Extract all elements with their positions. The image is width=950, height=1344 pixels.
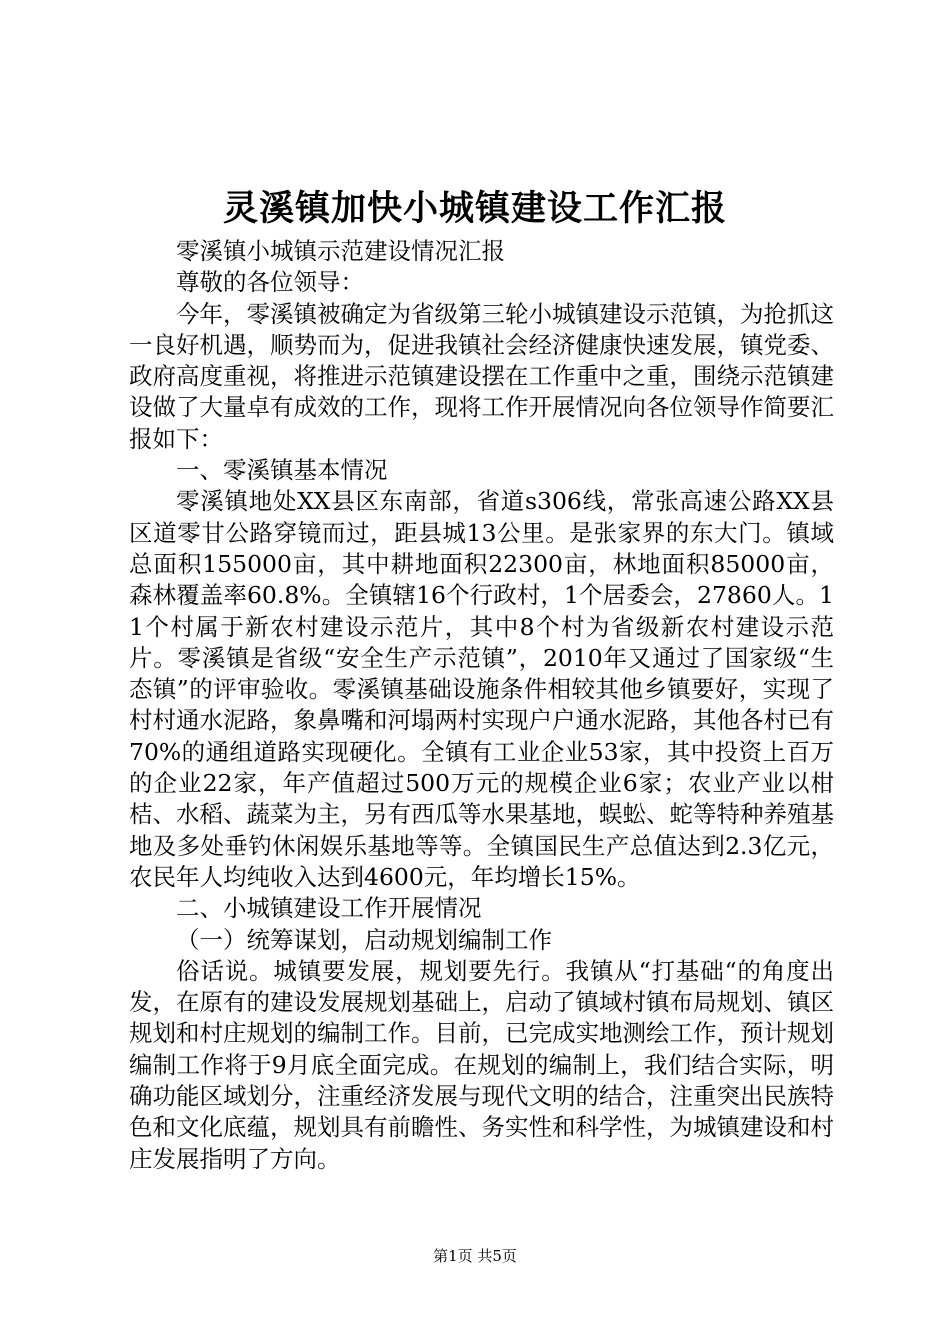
salutation-paragraph: 尊敬的各位领导： (176, 268, 364, 297)
section-heading-1: 一、零溪镇基本情况 (176, 456, 388, 485)
page-footer: 第1页 共5页 (433, 1247, 517, 1265)
planning-paragraph: 俗话说。城镇要发展，规划要先行。我镇从“打基础“的角度出发，在原有的建设发展规划基础上，启动了镇域村镇布局规划、镇区规划和村庄规划的编制工作。目前，已完成实地测绘工作，预计规划编制工作将于9月底全面完成。在规划的编制上，我们结合实际，明确功能区域划分，注重经济发展与现代文明的结合，注重突出民族特色和文化底蕴，规划具有前瞻性、务实性和科学性，为城镇建设和村庄发展指明了方向。 (129, 956, 834, 1173)
document-body (129, 236, 834, 1175)
section-heading-2: 二、小城镇建设工作开展情况 (176, 894, 482, 923)
subsection-heading-1: （一）统筹谋划，启动规划编制工作 (176, 925, 552, 954)
subtitle-paragraph: 零溪镇小城镇示范建设情况汇报 (176, 237, 505, 265)
intro-paragraph: 今年，零溪镇被确定为省级第三轮小城镇建设示范镇，为抢抓这一良好机遇，顺势而为，促进我镇社会经济健康快速发展，镇党委、政府高度重视，将推进示范镇建设摆在工作重中之重，围绕示范镇建设做了大量卓有成效的工作，现将工作开展情况向各位领导作简要汇报如下： (129, 299, 834, 453)
document-title: 灵溪镇加快小城镇建设工作汇报 (222, 188, 727, 229)
basic-info-paragraph: 零溪镇地处XX县区东南部，省道s306线，常张高速公路XX县区道零甘公路穿镜而过，距县城13公里。是张家界的东大门。镇域总面积155000亩，其中耕地面积22300亩，林地面积85000亩，森林覆盖率60.8%。全镇辖16个行政村，1个居委会，27860人。11个村属于新农村建设示范片，其中8个村为省级新农村建设示范片。零溪镇是省级“安全生产示范镇”，2010年又通过了国家级“生态镇”的评审验收。零溪镇基础设施条件相较其他乡镇要好，实现了村村通水泥路，象鼻嘴和河塌两村实现户户通水泥路，其他各村已有70%的通组道路实现硬化。全镇有工业企业53家，其中投资上百万的企业22家，年产值超过500万元的规模企业6家；农业产业以柑桔、水稻、蔬菜为主，另有西瓜等水果基地，蜈蚣、蛇等特种养殖基地及多处垂钓休闲娱乐基地等等。全镇国民生产总值达到2.3亿元，农民年人均纯收入达到4600元，年均增长15%。 (129, 487, 834, 891)
